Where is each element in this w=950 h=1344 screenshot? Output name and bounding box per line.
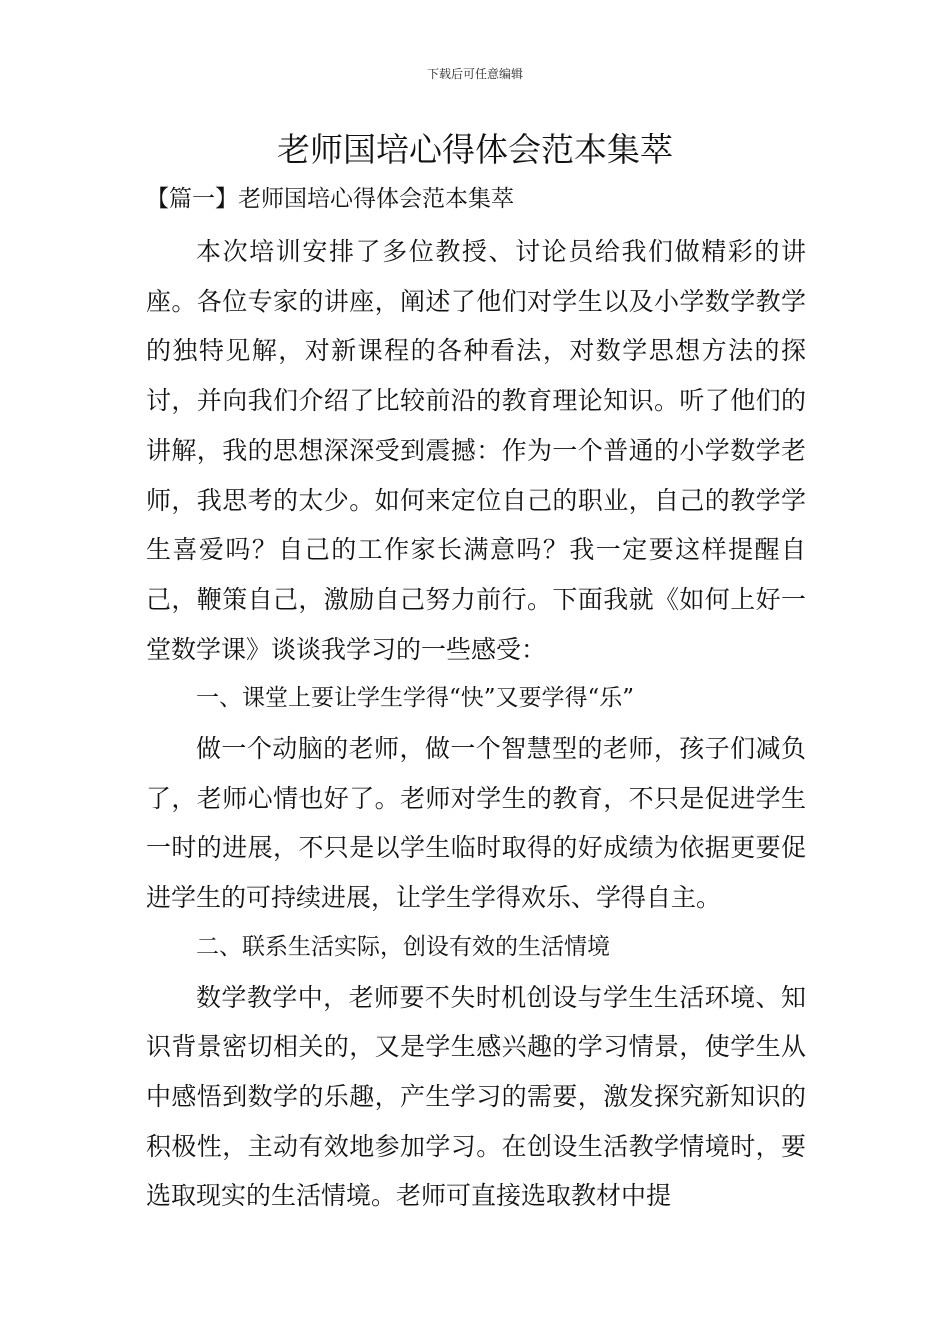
body-paragraph: 数学教学中，老师要不失时机创设与学生生活环境、知识背景密切相关的，又是学生感兴趣的学习情景，使学生从中感悟到数学的乐趣，产生学习的需要，激发探究新知识的积极性，主动有效地参加学习。在创设生活教学情境时，要选取现实的生活情境。老师可直接选取教材中提 bbox=[146, 982, 806, 1211]
subheading: 二、联系生活实际，创设有效的生活情境 bbox=[196, 933, 610, 960]
subheading: 一、课堂上要让学生学得“快”又要学得“乐” bbox=[196, 685, 635, 712]
document-title: 老师国培心得体会范本集萃 bbox=[277, 130, 673, 169]
document-body bbox=[146, 227, 806, 1221]
body-paragraph: 做一个动脑的老师，做一个智慧型的老师，孩子们减负了，老师心情也好了。老师对学生的教育，不只是促进学生一时的进展，不只是以学生临时取得的好成绩为依据更要促进学生的可持续进展，让学生学得欢乐、学得自主。 bbox=[146, 734, 806, 913]
section-heading: 【篇一】老师国培心得体会范本集萃 bbox=[146, 186, 514, 212]
body-paragraph: 本次培训安排了多位教授、讨论员给我们做精彩的讲座。各位专家的讲座，阐述了他们对学生以及小学数学教学的独特见解，对新课程的各种看法，对数学思想方法的探讨，并向我们介绍了比较前沿的教育理论知识。听了他们的讲解，我的思想深深受到震撼：作为一个普通的小学数学老师，我思考的太少。如何来定位自己的职业，自己的教学学生喜爱吗？自己的工作家长满意吗？我一定要这样提醒自己，鞭策自己，激励自己努力前行。下面我就《如何上好一堂数学课》谈谈我学习的一些感受： bbox=[146, 237, 806, 664]
header-note: 下载后可任意编辑 bbox=[426, 67, 523, 81]
